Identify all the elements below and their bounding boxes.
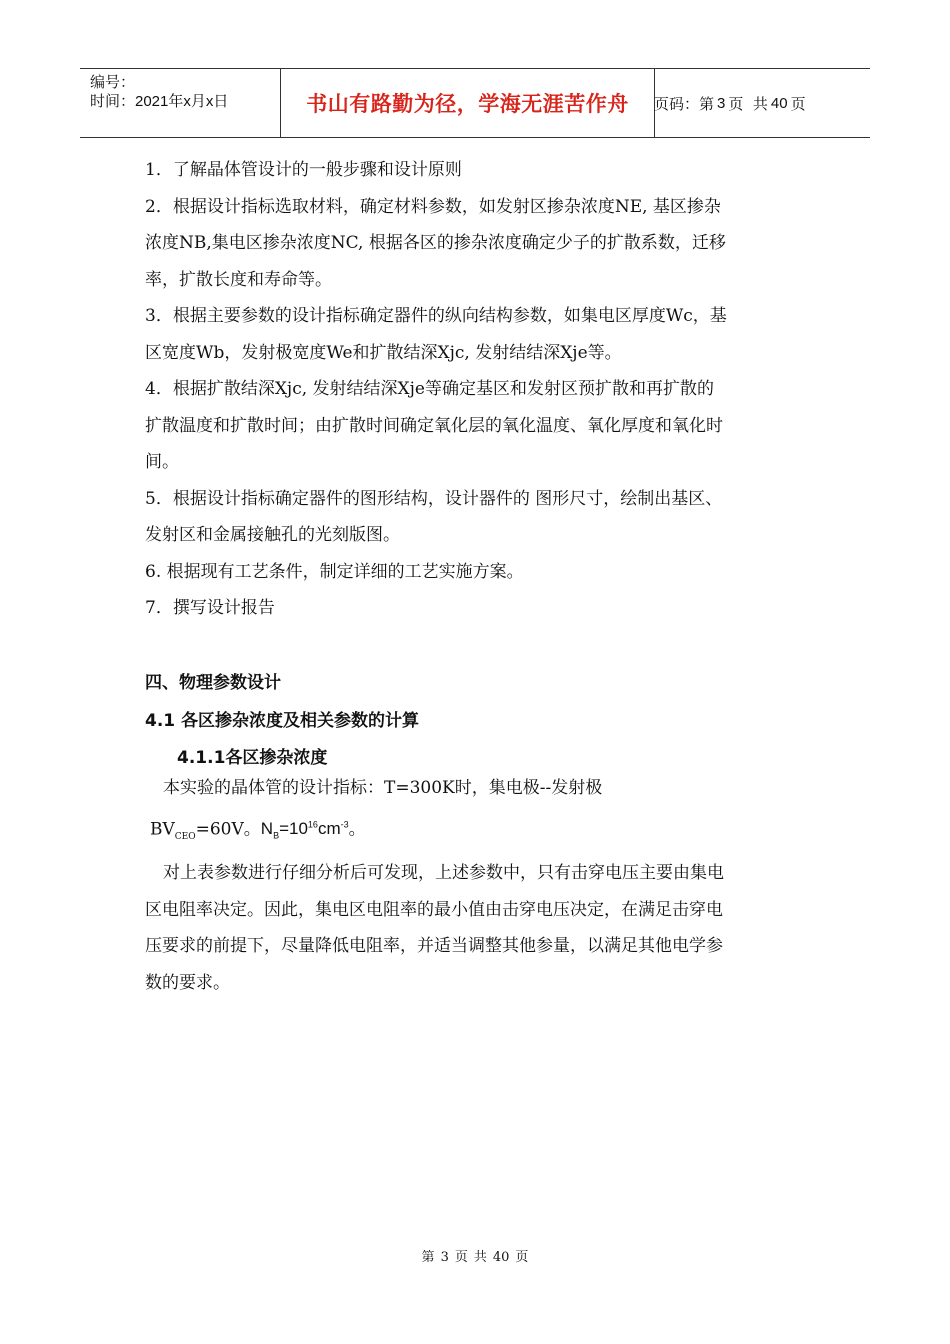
- footer-suffix: 页: [515, 1250, 529, 1265]
- step-line: 扩散温度和扩散时间；由扩散时间确定氧化层的氧化温度、氧化厚度和氧化时: [145, 415, 723, 436]
- header-motto: 书山有路勤为径，学海无涯苦作舟: [306, 92, 629, 116]
- nb-unit-exponent: -3: [340, 819, 349, 830]
- steps-list: [145, 152, 810, 627]
- step-line: 浓度NB,集电区掺杂浓度NC, 根据各区的掺杂浓度确定少子的扩散系数，迁移: [145, 233, 726, 253]
- footer-prefix: 第: [421, 1250, 435, 1265]
- step-line: 7．撰写设计报告: [145, 598, 275, 618]
- intro-line: 本实验的晶体管的设计指标：T=300K时，集电极--发射极: [163, 778, 603, 798]
- document-body: [145, 152, 810, 993]
- step-line: 发射区和金属接触孔的光刻版图。: [145, 525, 400, 545]
- analysis-line: 压要求的前提下，尽量降低电阻率，并适当调整其他参量，以满足其他电学参: [145, 936, 723, 957]
- subsection-heading: 4.1 各区掺杂浓度及相关参数的计算: [145, 711, 420, 731]
- analysis-line: 区电阻率决定。因此，集电区电阻率的最小值由击穿电压决定，在满足击穿电: [145, 899, 723, 920]
- bv-value: =60V。: [195, 819, 261, 840]
- bv-symbol: BV: [150, 819, 175, 840]
- nb-unit: cm: [317, 819, 341, 839]
- nb-subscript: B: [273, 830, 280, 841]
- nb-exponent: 16: [307, 819, 318, 830]
- header-page-info: [654, 69, 870, 137]
- step-line: 间。: [145, 452, 179, 472]
- analysis-line: 对上表参数进行仔细分析后可发现，上述参数中，只有击穿电压主要由集电: [163, 863, 724, 884]
- step-line: 1．了解晶体管设计的一般步骤和设计原则: [145, 160, 462, 180]
- step-line: 3．根据主要参数的设计指标确定器件的纵向结构参数，如集电区厚度Wc，基: [145, 306, 727, 326]
- footer-current: 3: [440, 1250, 449, 1265]
- page-header: [80, 68, 870, 138]
- footer-mid1: 页: [454, 1250, 468, 1265]
- step-line: 6. 根据现有工艺条件，制定详细的工艺实施方案。: [145, 561, 524, 582]
- step-line: 区宽度Wb，发射极宽度We和扩散结深Xjc, 发射结结深Xje等。: [145, 342, 622, 363]
- nb-end: 。: [348, 819, 366, 840]
- footer-total: 40: [492, 1250, 510, 1265]
- bv-subscript: CEO: [174, 831, 196, 842]
- doc-date: 时间：2021年x月x日: [90, 93, 229, 110]
- page-total: 40: [770, 94, 788, 112]
- doc-id-label: 编号：: [90, 74, 136, 91]
- analysis-line: 数的要求。: [145, 972, 230, 993]
- step-line: 4．根据扩散结深Xjc, 发射结结深Xje等确定基区和发射区预扩散和再扩散的: [145, 379, 714, 399]
- section-body: [145, 770, 810, 1001]
- step-line: 率，扩散长度和寿命等。: [145, 269, 332, 290]
- step-line: 5．根据设计指标确定器件的图形结构，设计器件的 图形尺寸，绘制出基区、: [145, 488, 723, 509]
- page-footer: [0, 1246, 950, 1265]
- header-motto-cell: [280, 69, 655, 137]
- section-heading: 四、物理参数设计: [145, 673, 281, 693]
- page-current: 3: [717, 94, 726, 112]
- step-line: 2．根据设计指标选取材料，确定材料参数，如发射区掺杂浓度NE, 基区掺杂: [145, 196, 721, 217]
- page-prefix: 页码：第: [654, 94, 715, 113]
- footer-mid2: 共: [473, 1250, 487, 1265]
- subsubsection-heading: 4.1.1各区掺杂浓度: [177, 748, 328, 768]
- spec-line: [145, 807, 810, 856]
- page-suffix: 页: [790, 94, 806, 113]
- page-mid: 页 共: [728, 94, 768, 113]
- nb-value: =10: [279, 819, 308, 839]
- header-meta: [80, 69, 280, 137]
- nb-symbol: N: [260, 819, 274, 839]
